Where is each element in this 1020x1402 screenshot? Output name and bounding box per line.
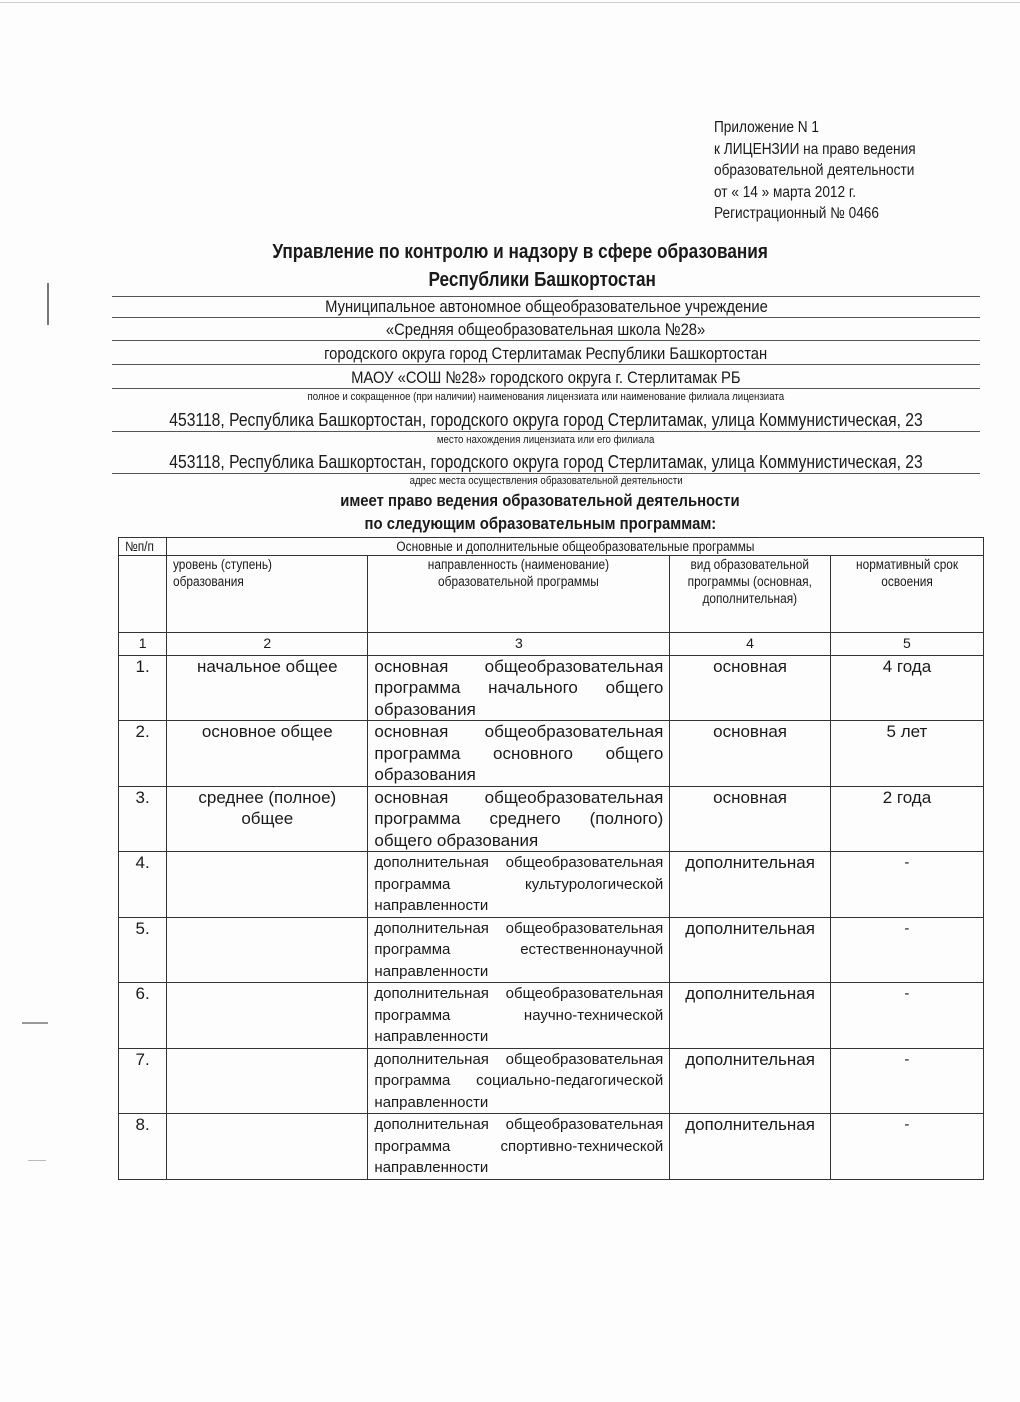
- row-level: среднее (полное) общее: [167, 786, 368, 852]
- rights-title: [0, 492, 1020, 511]
- table-header-row: [119, 538, 984, 556]
- table-row: [119, 983, 984, 1049]
- header-group: Основные и дополнительные общеобразовательные программы: [167, 538, 984, 556]
- row-level: [167, 1114, 368, 1180]
- row-term: -: [830, 1048, 983, 1114]
- row-term: 4 года: [830, 655, 983, 721]
- row-program: основная общеобразовательная программа среднего (полного) общего образования: [368, 786, 670, 852]
- authority-line: Республики Башкортостан: [428, 269, 656, 291]
- scan-mark: [22, 1022, 48, 1024]
- activity-address-line: [112, 451, 980, 474]
- row-kind: дополнительная: [670, 917, 831, 983]
- row-number: 6.: [119, 983, 167, 1049]
- rights-line: по следующим образовательным программам:: [364, 515, 716, 533]
- row-term: 5 лет: [830, 721, 983, 787]
- caption-text: место нахождения лицензиата или его филиала: [437, 434, 655, 446]
- row-kind: дополнительная: [670, 983, 831, 1049]
- row-program: дополнительная общеобразовательная программа естественнонаучной направленности: [368, 917, 670, 983]
- row-number: 4.: [119, 852, 167, 918]
- licensee-name-text: городского округа город Стерлитамак Республики Башкортостан: [324, 344, 768, 363]
- row-number: 8.: [119, 1114, 167, 1180]
- table-row: [119, 655, 984, 721]
- row-number: 2.: [119, 721, 167, 787]
- row-number: 3.: [119, 786, 167, 852]
- caption-text: полное и сокращенное (при наличии) наименования лицензиата или наименование филиала лицензиата: [307, 391, 785, 403]
- licensee-name-line: [112, 344, 980, 365]
- row-term: -: [830, 917, 983, 983]
- row-program: основная общеобразовательная программа начального общего образования: [368, 655, 670, 721]
- rights-line: имеет право ведения образовательной деятельности: [340, 492, 740, 510]
- licensee-name-text: МАОУ «СОШ №28» городского округа г. Стерлитамак РБ: [351, 368, 741, 387]
- appendix-line: Регистрационный № 0466: [714, 205, 879, 222]
- row-program: дополнительная общеобразовательная программа научно-технической направленности: [368, 983, 670, 1049]
- header-empty: [119, 556, 167, 633]
- row-kind: основная: [670, 655, 831, 721]
- row-level: [167, 852, 368, 918]
- table-header-row: [119, 556, 984, 633]
- table-row: [119, 917, 984, 983]
- authority-line: Управление по контролю и надзору в сфере образования: [272, 241, 768, 263]
- appendix-line: к ЛИЦЕНЗИИ на право ведения: [714, 140, 916, 158]
- table-row: [119, 1048, 984, 1114]
- licensee-name-text: «Средняя общеобразовательная школа №28»: [386, 320, 706, 339]
- caption-text: адрес места осуществления образовательной деятельности: [409, 475, 683, 487]
- table-row: [119, 721, 984, 787]
- licensee-name-text: Муниципальное автономное общеобразовательное учреждение: [324, 297, 768, 316]
- appendix-header: [714, 117, 943, 225]
- authority-title: [10, 241, 1020, 264]
- row-kind: дополнительная: [670, 1048, 831, 1114]
- row-kind: дополнительная: [670, 852, 831, 918]
- row-kind: основная: [670, 721, 831, 787]
- licensee-name-line: [112, 320, 980, 341]
- activity-address-caption: [112, 475, 980, 488]
- row-level: начальное общее: [167, 655, 368, 721]
- appendix-line: от « 14 » марта 2012 г.: [714, 183, 856, 201]
- header-term: нормативный срок освоения: [830, 556, 983, 633]
- location-text: 453118, Республика Башкортостан, городского округа город Стерлитамак, улица Коммунистическая, 23: [169, 410, 923, 430]
- authority-title: [32, 269, 1020, 292]
- row-program: дополнительная общеобразовательная программа спортивно-технической направленности: [368, 1114, 670, 1180]
- column-number-row: [119, 633, 984, 656]
- row-term: -: [830, 983, 983, 1049]
- programs-table: [118, 537, 984, 1180]
- column-number: 4: [670, 633, 831, 656]
- table-row: [119, 852, 984, 918]
- header-program: направленность (наименование) образовательной программы: [368, 556, 670, 633]
- header-kind: вид образовательной программы (основная, дополнительная): [670, 556, 831, 633]
- row-kind: дополнительная: [670, 1114, 831, 1180]
- rights-title: [0, 515, 1020, 534]
- table-row: [119, 786, 984, 852]
- row-program: дополнительная общеобразовательная программа культурологической направленности: [368, 852, 670, 918]
- licensee-name-line: [112, 368, 980, 389]
- header-level: уровень (ступень) образования: [167, 556, 368, 633]
- row-number: 1.: [119, 655, 167, 721]
- row-number: 7.: [119, 1048, 167, 1114]
- column-number: 3: [368, 633, 670, 656]
- row-term: -: [830, 1114, 983, 1180]
- location-caption: [112, 434, 980, 447]
- licensee-name-line: [112, 296, 980, 318]
- row-level: [167, 983, 368, 1049]
- table-row: [119, 1114, 984, 1180]
- column-number: 2: [167, 633, 368, 656]
- row-level: основное общее: [167, 721, 368, 787]
- licensee-name-caption: [112, 391, 980, 404]
- row-level: [167, 1048, 368, 1114]
- row-number: 5.: [119, 917, 167, 983]
- row-program: основная общеобразовательная программа основного общего образования: [368, 721, 670, 787]
- address-text: 453118, Республика Башкортостан, городского округа город Стерлитамак, улица Коммунистическая, 23: [169, 452, 923, 472]
- appendix-line: Приложение N 1: [714, 119, 820, 136]
- scan-edge: [0, 2, 1020, 3]
- header-num: №п/п: [119, 538, 167, 556]
- column-number: 5: [830, 633, 983, 656]
- row-term: 2 года: [830, 786, 983, 852]
- row-level: [167, 917, 368, 983]
- column-number: 1: [119, 633, 167, 656]
- licensee-location-line: [112, 409, 980, 432]
- appendix-line: образовательной деятельности: [714, 162, 915, 179]
- row-term: -: [830, 852, 983, 918]
- row-program: дополнительная общеобразовательная программа социально-педагогической направленности: [368, 1048, 670, 1114]
- scan-mark: [28, 1160, 46, 1161]
- row-kind: основная: [670, 786, 831, 852]
